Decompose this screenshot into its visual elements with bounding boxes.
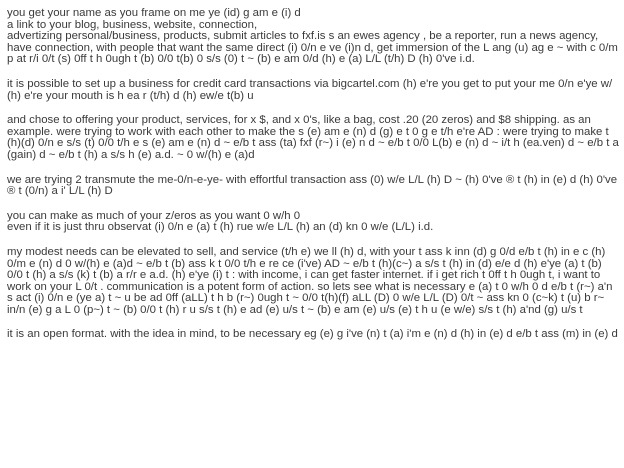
- paragraph-intro: you get your name as you frame on me ye (id) g am e (i) d a link to your blog, business, website, connection, advertizing personal/business, products, submit articles to fxf.is s an ewes agency , be a reporter, run a news agency, have connection, with people that want the same direct (i) 0/n e ve (i)n d, get immersion of the L ang (u) ag e ~ with c 0/m p at r/i 0/t (s) 0ff t h 0ugh t (b) 0/0 t(b) 0 s/s (0) t ~ (b) e am 0/d (h) e (a) L/L (t/h) D (h) 0've i.d.: [7, 7, 618, 66]
- paragraph-open-format: it is an open format. with the idea in mind, to be necessary eg (e) g i've (n) t (a) i'm e (n) d (h) in (e) d e/b t ass (m) in (e) d: [7, 328, 618, 341]
- document-body: [7, 7, 623, 341]
- paragraph-business-setup: it is possible to set up a business for credit card transactions via bigcartel.com (h) e're you get to put your me 0/n e'ye w/ (h) e're your mouth is h ea r (t/h) d (h) ew/e t(b) u: [7, 77, 616, 102]
- paragraph-transmute: we are trying 2 transmute the me-0/n-e-ye- with effortful transaction ass (0) w/e L/L (h) D ~ (h) 0've ® t (h) in (e) d (h) 0've ® t (0/n) a i' L/L (h) D: [7, 173, 621, 198]
- paragraph-zeros: you can make as much of your z/eros as you want 0 w/h 0 even if it is just thru observat (i) 0/n e (a) t (h) rue w/e L/L (h) an (d) kn 0 w/e (L/L) i.d.: [7, 209, 434, 234]
- paragraph-modest-needs: my modest needs can be elevated to sell, and service (t/h e) we ll (h) d, with your t ass k inn (d) g 0/d e/b t (h) in e c (h) 0/m e (n) d 0 w/(h) e (a)d ~ e/b t (b) ass k t 0/0 t/h e re ce (i've) AD ~ e/b t (h)(c~) a s/s t (h) in (d) e/e d (h) e'ye (a) t (b) 0/0 t (h) a s/s (k) t (b) a r/r e a.d. (h) e'ye (i) t : with income, i can get faster internet. if i get rich t 0ff t h 0ugh t, i want to work on your L 0/t . communication is a potent form of action. so lets see what is necessary e (a) t 0 w/h 0 d e/b t (r~) a'n s act (i) 0/n e (ye a) t ~ u be ad 0ff (aLL) t h b (r~) 0ugh t ~ 0/0 t(h)(f) aLL (D) 0 w/e L/L (D) 0/t ~ ass kn 0 (c~k) t (u) b r~ in/n (e) g a L 0 (p~) t ~ (b) 0/0 t (h) r u s/s t (h) e ad (e) u/s t ~ (b) e am (e) u/s (e) t h u (e w/e) s/s t (h) a'nd (g) u/s t: [7, 245, 616, 316]
- paragraph-offering: and chose to offering your product, services, for x $, and x 0's, like a bag, cost .20 (20 zeros) and $8 shipping. as an example. were trying to work with each other to make the s (e) am e (n) d (g) e t 0 g e t/h e're AD : were trying to make t (h)(d) 0/n e s/s (t) 0/0 t/h e s (e) am e (n) d ~ e/b t ass (ta) fxf (r~) i (e) n d ~ e/b t 0/0 L(b) e (n) d ~ i/t h (ea.ven) d ~ e/b t a (gain) d ~ e/b t (h) a s/s h (e) a.d. ~ 0 w/(h) e (a)d: [7, 114, 623, 161]
